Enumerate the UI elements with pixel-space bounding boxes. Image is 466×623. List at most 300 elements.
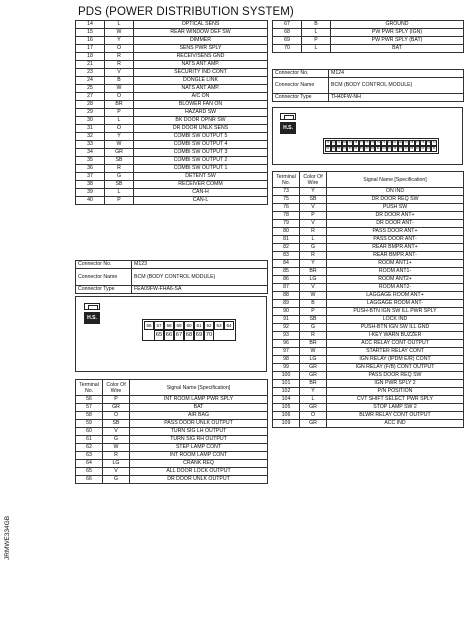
wire-color-cell: G: [105, 173, 134, 181]
connector-pin: 88: [337, 147, 341, 150]
terminal-cell: 24: [76, 77, 105, 85]
wire-color-cell: B: [300, 300, 327, 308]
terminal-table-top-left: [75, 20, 268, 205]
table-row: [273, 412, 464, 420]
wire-color-cell: BR: [300, 380, 327, 388]
table-row: [76, 29, 268, 37]
table-row: [76, 21, 268, 29]
table-row: [273, 268, 464, 276]
connector-pin: 76: [365, 141, 369, 144]
table-row: [76, 444, 268, 452]
table-row: [273, 324, 464, 332]
signal-name-cell: PUSH SW: [327, 204, 464, 212]
wire-color-cell: BR: [300, 340, 327, 348]
terminal-cell: 30: [76, 117, 105, 125]
table-row: [273, 332, 464, 340]
connector-pin: 98: [393, 147, 397, 150]
document-code: JRMWE334GB: [4, 515, 11, 560]
signal-name-cell: CVT SHIFT SELECT PWR SPLY: [327, 396, 464, 404]
connector-pin: 83: [365, 147, 369, 150]
table-row: [76, 109, 268, 117]
signal-name-cell: PUSH-BTN IGN SW ILL PWR SPLY: [327, 308, 464, 316]
table-row: [273, 284, 464, 292]
signal-name-cell: PASS DOOR REQ SW: [327, 372, 464, 380]
signal-name-cell: COMBI SW OUTPUT 1: [134, 165, 268, 173]
terminal-cell: 87: [273, 284, 300, 292]
table-row: [273, 196, 464, 204]
terminal-cell: 66: [76, 476, 103, 484]
signal-name-cell: PW PWR SPLY (IGN): [331, 29, 464, 37]
connector-pin: 79: [348, 141, 352, 144]
terminal-cell: 80: [273, 228, 300, 236]
table-row: [273, 220, 464, 228]
wire-color-cell: Y: [300, 388, 327, 396]
terminal-cell: 17: [76, 45, 105, 53]
connector-pin: 91: [432, 147, 436, 150]
connector-pin: 59: [174, 321, 184, 330]
wire-color-cell: L: [300, 396, 327, 404]
wire-color-cell: W: [103, 444, 130, 452]
connector-type-value: FEA09FW-FHA6-SA: [132, 286, 268, 294]
signal-name-cell: CAN-H: [134, 189, 268, 197]
wire-color-cell: P: [300, 212, 327, 220]
terminal-cell: 35: [76, 157, 105, 165]
wire-color-cell: O: [105, 125, 134, 133]
table-row: [76, 117, 268, 125]
terminal-cell: 60: [76, 428, 103, 436]
signal-name-cell: AIR BAG: [130, 412, 268, 420]
wire-color-cell: GR: [105, 149, 134, 157]
connector-pin: 75: [371, 141, 374, 144]
connector-pin: 79: [404, 141, 408, 144]
terminal-cell: 79: [273, 220, 300, 228]
terminal-cell: 61: [76, 436, 103, 444]
connector-pin: 73: [326, 141, 330, 144]
terminal-cell: 70: [273, 45, 302, 53]
terminal-cell: 92: [273, 324, 300, 332]
terminal-cell: 40: [76, 197, 105, 205]
table-row: [76, 93, 268, 101]
table-row: [273, 45, 464, 53]
wire-color-cell: SB: [105, 181, 134, 189]
col-header-color: Color Of Wire: [103, 380, 130, 396]
connector-pin: 71: [337, 141, 341, 144]
table-row: [76, 165, 268, 173]
wire-color-cell: LG: [300, 356, 327, 364]
wire-color-cell: G: [300, 244, 327, 252]
connector-pin: 77: [359, 141, 363, 144]
wire-color-cell: L: [105, 117, 134, 125]
table-row: [273, 292, 464, 300]
table-row: [273, 404, 464, 412]
table-row: [76, 133, 268, 141]
terminal-cell: 98: [273, 356, 300, 364]
terminal-cell: 90: [273, 308, 300, 316]
connector-pin: 67: [174, 330, 184, 341]
signal-name-cell: ACC RELAY CONT OUTPUT: [327, 340, 464, 348]
wire-color-cell: B: [105, 77, 134, 85]
wire-color-cell: GR: [300, 420, 327, 428]
connector-pin: 82: [371, 147, 374, 150]
table-row: [76, 181, 268, 189]
wire-color-cell: L: [300, 236, 327, 244]
signal-name-cell: RECEIVER COMM: [134, 181, 268, 189]
connector-pin: 92: [427, 147, 430, 150]
signal-name-cell: COMBI SW OUTPUT 5: [134, 133, 268, 141]
connector-pin: 75: [427, 141, 430, 144]
signal-name-cell: COMBI SW OUTPUT 2: [134, 157, 268, 165]
signal-name-cell: BK DOOR OPNR SW: [134, 117, 268, 125]
wire-color-cell: V: [103, 468, 130, 476]
connector-pin: 72: [331, 141, 335, 144]
table-row: [273, 356, 464, 364]
terminal-cell: 32: [76, 133, 105, 141]
wire-color-cell: P: [302, 37, 331, 45]
terminal-cell: 104: [273, 396, 300, 404]
table-row: [76, 460, 268, 468]
terminal-cell: 27: [76, 93, 105, 101]
wire-color-cell: GR: [300, 364, 327, 372]
connector-pin: 77: [415, 141, 419, 144]
wire-color-cell: R: [300, 252, 327, 260]
table-row: [273, 236, 464, 244]
connector-no-label: Connector No.: [76, 261, 132, 269]
signal-name-cell: RECEIV/SENS GND: [134, 53, 268, 61]
wire-color-cell: O: [103, 412, 130, 420]
terminal-table-right: [272, 171, 464, 428]
terminal-cell: 82: [273, 244, 300, 252]
table-row: [273, 204, 464, 212]
terminal-cell: 59: [76, 420, 103, 428]
wire-color-cell: P: [105, 109, 134, 117]
signal-name-cell: INT ROOM LAMP CONT: [130, 452, 268, 460]
signal-name-cell: DR DOOR UNLK SENS: [134, 125, 268, 133]
signal-name-cell: BAT: [331, 45, 464, 53]
signal-name-cell: IGN RELAY (F/B) CONT OUTPUT: [327, 364, 464, 372]
connector-pin: 89: [331, 147, 335, 150]
terminal-cell: 62: [76, 444, 103, 452]
wire-color-cell: R: [105, 61, 134, 69]
table-row: [76, 37, 268, 45]
signal-name-cell: INT ROOM LAMP PWR SPLY: [130, 396, 268, 404]
signal-name-cell: SENS PWR SPLY: [134, 45, 268, 53]
signal-name-cell: DIMMER: [134, 37, 268, 45]
terminal-cell: 81: [273, 236, 300, 244]
table-row: [273, 308, 464, 316]
signal-name-cell: COMBI SW OUTPUT 3: [134, 149, 268, 157]
terminal-cell: 102: [273, 388, 300, 396]
signal-name-cell: ROOM ANT1+: [327, 260, 464, 268]
signal-name-cell: DR DOOR UNLK OUTPUT: [130, 476, 268, 484]
wire-color-cell: W: [105, 29, 134, 37]
signal-name-cell: DETENT SW: [134, 173, 268, 181]
terminal-cell: 84: [273, 260, 300, 268]
connector-pin: 56: [144, 321, 154, 330]
signal-name-cell: STOP LAMP SW 2: [327, 404, 464, 412]
signal-name-cell: PW PWR SPLY (BAT): [331, 37, 464, 45]
terminal-cell: 75: [273, 196, 300, 204]
col-header-signal: Signal Name [Specification]: [327, 172, 464, 188]
wire-color-cell: Y: [105, 133, 134, 141]
signal-name-cell: GROUND: [331, 21, 464, 29]
connector-pin: 66: [164, 330, 174, 341]
wire-color-cell: GR: [103, 404, 130, 412]
wire-color-cell: W: [300, 292, 327, 300]
terminal-cell: 97: [273, 348, 300, 356]
wire-color-cell: Y: [300, 188, 327, 196]
table-row: [76, 197, 268, 205]
connector-pin: 65: [154, 330, 164, 341]
connector-pin: 80: [343, 141, 347, 144]
terminal-cell: 38: [76, 181, 105, 189]
table-row: [273, 37, 464, 45]
connector-info-m123: [75, 260, 268, 294]
connector-pin: 60: [184, 321, 194, 330]
wire-color-cell: SB: [105, 157, 134, 165]
wire-color-cell: GR: [300, 404, 327, 412]
table-row: [273, 364, 464, 372]
wire-color-cell: V: [300, 284, 327, 292]
connector-pin: 81: [376, 147, 380, 150]
terminal-cell: 100: [273, 372, 300, 380]
wire-color-cell: BR: [105, 101, 134, 109]
wire-color-cell: SB: [300, 196, 327, 204]
connector-type-label: Connector Type: [76, 286, 132, 294]
signal-name-cell: IGN PWR SPLY 2: [327, 380, 464, 388]
table-row: [273, 340, 464, 348]
signal-name-cell: REAR BMPR ANT-: [327, 252, 464, 260]
terminal-cell: 63: [76, 452, 103, 460]
wire-color-cell: SB: [300, 316, 327, 324]
connector-diagram-m124: [272, 107, 463, 165]
signal-name-cell: HAZARD SW: [134, 109, 268, 117]
table-row: [76, 476, 268, 484]
connector-pin: 99: [387, 147, 391, 150]
wire-color-cell: G: [103, 476, 130, 484]
col-header-signal: Signal Name [Specification]: [130, 380, 268, 396]
signal-name-cell: BLWR RELAY CONT OUTPUT: [327, 412, 464, 420]
wire-color-cell: V: [300, 220, 327, 228]
terminal-cell: 86: [273, 276, 300, 284]
terminal-cell: 37: [76, 173, 105, 181]
terminal-cell: 31: [76, 125, 105, 133]
connector-outline-icon: [84, 303, 100, 310]
col-header-terminal: Terminal No.: [273, 172, 300, 188]
signal-name-cell: DR DOOR REQ SW: [327, 196, 464, 204]
connector-pin-grid: [142, 319, 236, 341]
connector-pin: 69: [194, 330, 204, 341]
signal-name-cell: P/N POSITION: [327, 388, 464, 396]
signal-name-cell: BAT: [130, 404, 268, 412]
wire-color-cell: R: [300, 228, 327, 236]
connector-pin: 90: [326, 147, 330, 150]
table-row: [76, 428, 268, 436]
connector-pin: 97: [399, 147, 402, 150]
table-row: [76, 77, 268, 85]
signal-name-cell: ACC IND: [327, 420, 464, 428]
terminal-cell: 88: [273, 292, 300, 300]
connector-name-value: BCM (BODY CONTROL MODULE): [132, 269, 268, 286]
connector-pin: 68: [184, 330, 194, 341]
table-row: [76, 396, 268, 404]
terminal-cell: 73: [273, 188, 300, 196]
terminal-cell: 89: [273, 300, 300, 308]
signal-name-cell: BLOWER FAN ON: [134, 101, 268, 109]
terminal-cell: 65: [76, 468, 103, 476]
terminal-cell: 16: [76, 37, 105, 45]
wire-color-cell: V: [300, 204, 327, 212]
terminal-cell: 21: [76, 61, 105, 69]
connector-name-value: BCM (BODY CONTROL MODULE): [329, 78, 464, 94]
terminal-cell: 15: [76, 29, 105, 37]
connector-pin: 100: [381, 147, 387, 150]
signal-name-cell: ALL DOOR LOCK OUTPUT: [130, 468, 268, 476]
terminal-cell: 106: [273, 412, 300, 420]
connector-no-value: M124: [329, 70, 464, 78]
connector-pin: 61: [194, 321, 204, 330]
connector-pin: 86: [348, 147, 352, 150]
table-row: [76, 468, 268, 476]
wire-color-cell: P: [103, 396, 130, 404]
wire-color-cell: BR: [300, 268, 327, 276]
terminal-cell: 39: [76, 189, 105, 197]
terminal-cell: 25: [76, 85, 105, 93]
table-row: [273, 276, 464, 284]
wire-color-cell: V: [103, 428, 130, 436]
table-row: [273, 228, 464, 236]
signal-name-cell: ON IND: [327, 188, 464, 196]
terminal-cell: 96: [273, 340, 300, 348]
table-row: [76, 85, 268, 93]
table-row: [76, 141, 268, 149]
terminal-cell: 23: [76, 69, 105, 77]
wire-color-cell: GR: [300, 372, 327, 380]
connector-pin: 70: [204, 330, 214, 341]
terminal-cell: 34: [76, 149, 105, 157]
signal-name-cell: PASS DOOR UNLK OUTPUT: [130, 420, 268, 428]
connector-pin: 62: [204, 321, 214, 330]
terminal-cell: 33: [76, 141, 105, 149]
signal-name-cell: DR DOOR ANT-: [327, 220, 464, 228]
terminal-cell: 101: [273, 380, 300, 388]
connector-pin: 73: [382, 141, 386, 144]
table-row: [273, 348, 464, 356]
connector-pin: 57: [154, 321, 164, 330]
signal-name-cell: STARTER RELAY CONT: [327, 348, 464, 356]
connector-pin: 80: [399, 141, 402, 144]
signal-name-cell: CRANK REQ: [130, 460, 268, 468]
table-row: [273, 212, 464, 220]
terminal-table-bottom-left: [75, 379, 268, 484]
signal-name-cell: DONGLE LINK: [134, 77, 268, 85]
table-row: [273, 300, 464, 308]
terminal-cell: 36: [76, 165, 105, 173]
table-row: [273, 316, 464, 324]
signal-name-cell: IGN RELAY (IPDM E/R) CONT: [327, 356, 464, 364]
connector-type-value: TH40FW-NH: [329, 94, 464, 102]
page-title: PDS (POWER DISTRIBUTION SYSTEM): [78, 6, 294, 18]
wire-color-cell: LG: [103, 460, 130, 468]
col-header-terminal: Terminal No.: [76, 380, 103, 396]
table-row: [76, 125, 268, 133]
wire-color-cell: L: [302, 45, 331, 53]
wire-color-cell: P: [105, 197, 134, 205]
table-row: [273, 188, 464, 196]
connector-name-label: Connector Name: [76, 269, 132, 286]
terminal-cell: 76: [273, 204, 300, 212]
signal-name-cell: ROOM ANT2+: [327, 276, 464, 284]
wire-color-cell: R: [105, 53, 134, 61]
table-row: [273, 380, 464, 388]
wire-color-cell: SB: [103, 420, 130, 428]
connector-outline-icon: [280, 113, 296, 120]
wire-color-cell: R: [300, 332, 327, 340]
terminal-cell: 58: [76, 412, 103, 420]
connector-pin: 78: [410, 141, 414, 144]
signal-name-cell: LAGGAGE ROOM ANT+: [327, 292, 464, 300]
connector-pin: 76: [421, 141, 425, 144]
table-row: [76, 412, 268, 420]
col-header-color: Color Of Wire: [300, 172, 327, 188]
table-row: [76, 189, 268, 197]
connector-pin: 94: [415, 147, 419, 150]
signal-name-cell: REAR WINDOW DEF SW: [134, 29, 268, 37]
pin-spacer: [144, 330, 154, 339]
signal-name-cell: LOCK IND: [327, 316, 464, 324]
table-row: [76, 53, 268, 61]
wire-color-cell: W: [105, 141, 134, 149]
table-row: [273, 372, 464, 380]
table-row: [76, 404, 268, 412]
table-row: [76, 101, 268, 109]
terminal-cell: 68: [273, 29, 302, 37]
wire-color-cell: O: [300, 412, 327, 420]
wire-color-cell: L: [105, 21, 134, 29]
signal-name-cell: A/C ON: [134, 93, 268, 101]
signal-name-cell: PASS DOOR ANT-: [327, 236, 464, 244]
table-row: [76, 420, 268, 428]
table-row: [76, 69, 268, 77]
connector-pin: 64: [224, 321, 234, 330]
wire-color-cell: G: [300, 324, 327, 332]
wire-color-cell: P: [300, 308, 327, 316]
signal-name-cell: ROOM ANT1-: [327, 268, 464, 276]
terminal-cell: 91: [273, 316, 300, 324]
terminal-cell: 14: [76, 21, 105, 29]
terminal-cell: 29: [76, 109, 105, 117]
table-row: [76, 45, 268, 53]
wire-color-cell: L: [105, 189, 134, 197]
connector-pin: 95: [410, 147, 414, 150]
connector-pin: 74: [432, 141, 436, 144]
signal-name-cell: PASS DOOR ANT+: [327, 228, 464, 236]
table-row: [76, 436, 268, 444]
table-row: [273, 388, 464, 396]
connector-no-value: M123: [132, 261, 268, 269]
wire-color-cell: R: [105, 165, 134, 173]
signal-name-cell: LAGGAGE ROOM ANT-: [327, 300, 464, 308]
table-row: [76, 157, 268, 165]
terminal-cell: 105: [273, 404, 300, 412]
signal-name-cell: ROOM ANT2-: [327, 284, 464, 292]
terminal-cell: 67: [273, 21, 302, 29]
wire-color-cell: L: [302, 29, 331, 37]
connector-pin: 96: [404, 147, 408, 150]
signal-name-cell: STEP LAMP CONT: [130, 444, 268, 452]
terminal-cell: 85: [273, 268, 300, 276]
connector-pin: 87: [343, 147, 347, 150]
connector-pin: 74: [376, 141, 380, 144]
